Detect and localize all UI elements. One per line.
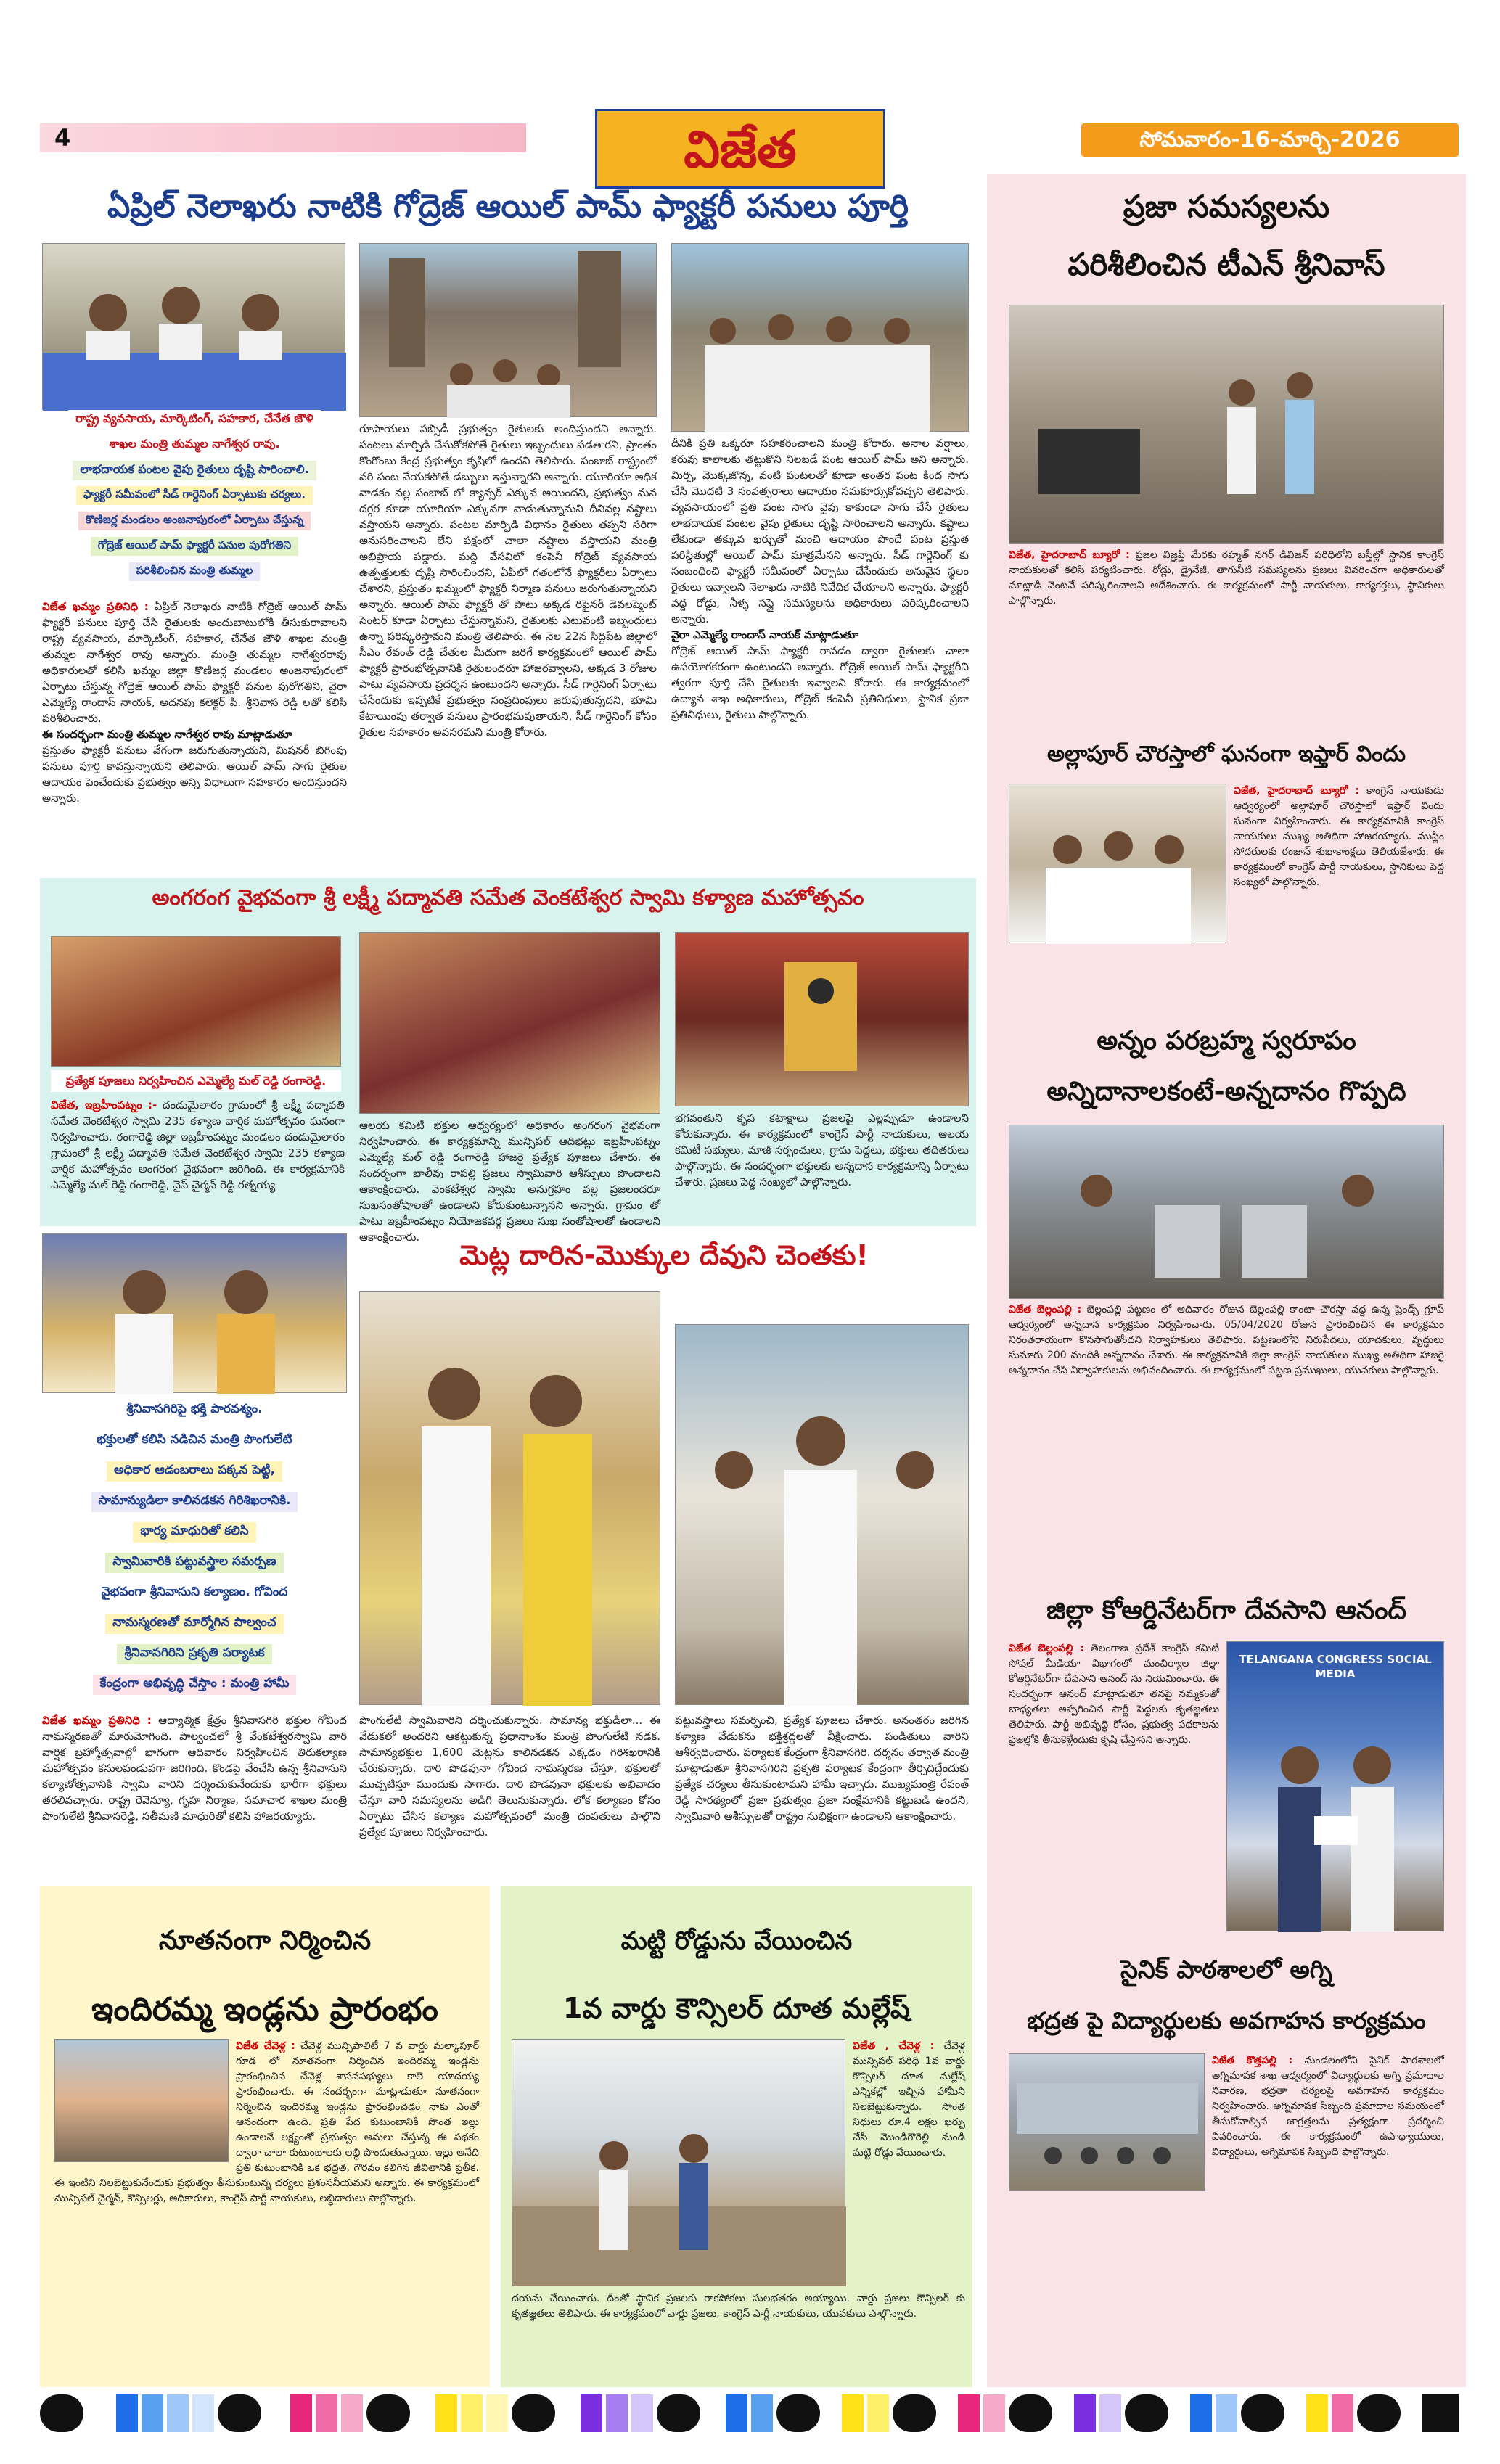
right2-byline: విజేత, హైదరాబాద్ బ్యూరో :	[1234, 785, 1360, 797]
mettla-caption-5: భార్య మాధురితో కలిసి	[133, 1522, 255, 1543]
right4-photo	[1226, 1641, 1444, 1931]
right4-banner: TELANGANA CONGRESS SOCIAL MEDIA	[1239, 1653, 1432, 1680]
couple-seated-illustration	[43, 1234, 348, 1394]
lead-caption-4: ఫ్యాక్టరీ సమీపంలో సీడ్ గార్డెనింగ్ ఏర్పాటుకు చర్యలు.	[76, 486, 313, 505]
indiramma-headline-2: ఇందిరమ్మ ఇండ్లను ప్రారంభం	[91, 1991, 438, 2028]
lead-col-2	[359, 421, 657, 867]
lead-col1-text: ఏప్రిల్ నెలాఖరు నాటికి గోద్రెజ్ ఆయిల్ పామ్ ఫ్యాక్టరీ పనులు పూర్తి చేసి రైతులకు అందుబాటులోకి తీసుకురావాలని రాష్ట్ర వ్యవసాయ, మార్కెటింగ్, సహకార, చేనేత జౌళి శాఖల మంత్రి తుమ్మల నాగేశ్వర రావు అన్నారు. మంత్రి తుమ్మల నాగేశ్వరరావు అధికారులతో కలిసి ఖమ్మం జిల్లా కొణిజర్ల మండలం అంజనాపురంలో ఏర్పాటు చేస్తున్న గోద్రెజ్ ఆయిల్ పామ్ ఫ్యాక్టరీ పనుల పురోగతిని, వైరా ఎమ్మెల్యే రాందాస్ నాయక్, అదనపు కలెక్టర్ పి. శ్రీనివాస రెడ్డి లతో కలిసి పరిశీలించారు.	[42, 600, 347, 725]
mettla-col3-text: పట్టువస్త్రాలు సమర్పించి, ప్రత్యేక పూజలు చేశారు. అనంతరం జరిగిన కళ్యాణ వేడుకను భక్తిశ్రద్ధలతో వీక్షించారు. పండితులు వారిని ఆశీర్వదించారు. పర్యాటక కేంద్రంగా శ్రీనివాసగిరి. దర్శనం తర్వాత మంత్రి మాట్లాడుతూ శ్రీనివాసగిరిని ప్రకృతి పర్యాటక కేంద్రంగా తీర్చిదిద్దేందుకు ప్రత్యేక చర్యలు తీసుకుంటామని హామీ ఇచ్చారు. ముఖ్యమంత్రి రేవంత్ రెడ్డి సారథ్యంలో ప్రజా ప్రభుత్వం ప్రజా సంక్షేమానికి కట్టుబడి ఉందని, స్వామివారి ఆశీస్సులతో రాష్ట్రం సుభిక్షంగా ఉండాలని ఆకాంక్షించారు.	[675, 1714, 969, 1823]
kalyanam-photo-2	[359, 932, 660, 1114]
mettla-caption-1: శ్రీనివాసగిరిపై భక్తి పారవశ్యం.	[119, 1400, 269, 1421]
road-text-body: దయను చేయించారు. దీంతో స్థానిక ప్రజలకు రాకపోకలు సులభతరం అయ్యాయి. వార్డు ప్రజలు కౌన్సిలర్ కు కృతజ్ఞతలు తెలిపారు. ఈ కార్యక్రమంలో వార్డు ప్రజలు, కాంగ్రెస్ పార్టీ నాయకులు, యువకులు పాల్గొన్నారు.	[512, 2293, 965, 2320]
right3-text	[1009, 1302, 1444, 1582]
lead-headline-text: ఏప్రిల్ నెలాఖరు నాటికి గోద్రెజ్ ఆయిల్ పామ్ ఫ్యాక్టరీ పనులు పూర్తి	[107, 188, 909, 225]
iftar-gathering-illustration	[1009, 784, 1227, 944]
kalyanam-photo-1	[51, 936, 341, 1067]
mettla-caption-6: స్వామివారికి పట్టువస్త్రాల సమర్పణ	[105, 1553, 283, 1573]
lead-caption-5: కొణిజర్ల మండలం అంజనాపురంలో ఏర్పాటు చేస్తున్న	[78, 512, 311, 530]
indiramma-byline: విజేత చేవెళ్ల :	[236, 2040, 295, 2052]
lead-col-3	[671, 435, 969, 867]
date-banner	[1081, 123, 1459, 157]
mettla-headline-text: మెట్ల దారిన-మొక్కుల దేవుని చెంతకు!	[459, 1239, 869, 1271]
page-number: 4	[54, 124, 71, 152]
kalyanam-col-2	[359, 1117, 660, 1244]
indiramma-headline-1: నూతనంగా నిర్మించిన	[158, 1926, 372, 1955]
mettla-caption-block	[42, 1400, 347, 1705]
right1-headline-1: ప్రజా సమస్యలను	[1123, 189, 1330, 224]
kalyanam-col3-text: భగవంతుని కృప కటాక్షాలు ప్రజలపై ఎల్లప్పుడూ ఉండాలని కోరుకున్నారు. ఈ కార్యక్రమంలో కాంగ్రెస్ పార్టీ నాయకులు, ఆలయ కమిటీ సభ్యులు, మాజీ సర్పంచులు, గ్రామ పెద్దలు, భక్తులు తదితరులు పాల్గొన్నారు. ఈ సందర్భంగా భక్తులకు అన్నదాన కార్యక్రమాన్ని ఏర్పాటు చేశారు. ప్రజలు పెద్ద సంఖ్యలో పాల్గొన్నారు.	[675, 1112, 969, 1188]
right2-text	[1234, 784, 1444, 1009]
mettla-photo-2	[359, 1291, 660, 1705]
registration-color-bar	[0, 2394, 1500, 2438]
road-text	[512, 2291, 965, 2382]
kalyanam-caption-text: ప్రత్యేక పూజలు నిర్వహించిన ఎమ్మెల్యే మల్ రెడ్డి రంగారెడ్డి.	[65, 1074, 327, 1088]
lead-col3-text: దీనికి ప్రతి ఒక్కరూ సహకరించాలని మంత్రి కోరారు. అనాల వర్షాలు, కరువు కాలాలకు తట్టుకొని నిలబడే పంట ఆయిల్ పామ్ అని అన్నారు. మిర్చి, మొక్కజొన్న, వంటి పంటలతో కూడా అంతర పంట కింద సాగు చేసి మొదటి 3 సంవత్సరాలు ఆదాయం సమకూర్చుకోవచ్చని తెలిపారు. వ్యవసాయంలో ప్రతి పంట సాగు వైపు కాకుండా సాగు చేసే రైతులు లాభదాయక పంటల వైపు రైతులు దృష్టి సారించాలని అన్నారు. కష్టాలు లేకుండా తక్కువ ఖర్చుతో మంచి ఆదాయం పొందే పంట ప్రస్తుత పరిస్థితుల్లో ఆయిల్ పామ్ మాత్రమేనని అన్నారు. సీడ్ గార్డెనింగ్ కు సంబంధించి ఫ్యాక్టరీ సమీపంలో ఏర్పాటు చేసేందుకు అనువైన స్థలం రైతులు ఇవ్వాలని నెలాఖరు నాటికి నివేదిక చేయాలని అన్నారు. ఫ్యాక్టరీ వద్ద రోడ్డు, నీళ్ళ సప్లై సమస్యలను అధికారులు పరిష్కరించాలని అన్నారు.	[671, 437, 969, 625]
certificate-handover-illustration	[1227, 1642, 1445, 1932]
right5-headline-2: భద్రత పై విద్యార్థులకు అవగాహన కార్యక్రమం	[1027, 2007, 1426, 2034]
lead-caption-3: లాభదాయక పంటల వైపు రైతులు దృష్టి సారించాలి.	[73, 461, 316, 480]
kalyanam-byline: విజేత, ఇబ్రహీంపట్నం :-	[51, 1098, 157, 1112]
factory-site-illustration	[360, 244, 657, 418]
right1-byline: విజేత, హైదరాబాద్ బ్యూరో :	[1009, 549, 1130, 561]
lead-caption-7: పరిశీలించిన మంత్రి తుమ్మల	[129, 562, 261, 581]
food-distribution-illustration	[1009, 1125, 1445, 1299]
right1-text-body: ప్రజల విజ్ఞప్తి మేరకు రహ్మత్ నగర్ డివిజన్ పరిధిలోని బస్తీల్లో స్థానిక కాంగ్రెస్ నాయకులతో కలిసి పర్యటించారు. రోడ్లు, డ్రైనేజీ, తాగునీటి సమస్యలను ప్రజలు వివరించగా అధికారులతో మాట్లాడి వెంటనే పరిష్కరించాలని ఆదేశించారు. ఈ కార్యక్రమంలో పార్టీ నాయకులు, కార్యకర్తలు, స్థానికులు పాల్గొన్నారు.	[1009, 549, 1445, 607]
mettla-col-2	[359, 1712, 660, 1879]
lead-col3-sub: వైరా ఎమ్మెల్యే రాందాస్ నాయక్ మాట్లాడుతూ	[671, 628, 859, 641]
right5-photo	[1009, 2053, 1205, 2191]
mettla-photo-3	[675, 1324, 969, 1705]
right1-photo	[1009, 305, 1444, 544]
top-stripe	[0, 0, 1500, 109]
right5-headline-1: సైనిక్ పాఠశాలలో అగ్ని	[1120, 1955, 1332, 1984]
right2-text-body: కాంగ్రెస్ నాయకుడు ఆధ్వర్యంలో అల్లాపూర్ చౌరస్తాలో ఇఫ్తార్ విందు ఘనంగా నిర్వహించారు. ఈ కార్యక్రమానికి కాంగ్రెస్ నాయకులు ముఖ్య అతిథిగా హాజరయ్యారు. ముస్లిం సోదరులకు రంజాన్ శుభాకాంక్షలు తెలియజేశారు. ఈ కార్యక్రమంలో కాంగ్రెస్ పార్టీ నాయకులు, స్థానికులు పెద్ద సంఖ్యలో పాల్గొన్నారు.	[1234, 785, 1444, 888]
mettla-col-1	[42, 1712, 347, 1879]
kalyanam-col2-text: ఆలయ కమిటీ భక్తుల ఆధ్వర్యంలో అధికారం అంగరంగ వైభవంగా నిర్వహించారు. ఈ కార్యక్రమాన్ని మున్సిపల్ ఆదిభట్లు ఇబ్రహీంపట్నం ఎమ్మెల్యే మల్ రెడ్డి రంగారెడ్డి హాజరై ప్రత్యేక పూజలు చేశారు. ఈ సందర్భంగా బాలీవు రాపల్లి ప్రజలు స్వామివారి ఆశీస్సులు పొందాలని ఆకాంక్షించారు. వెంకటేశ్వర స్వామి అనుగ్రహం వల్ల ప్రజలందరూ సుఖసంతోషాలతో ఉండాలని కోరుకుంటున్నానని అన్నారు. గ్రామం తో పాటు ఇబ్రహీంపట్నం నియోజకవర్గ ప్రజలు సుఖ సంతోషాలతో ఉండాలని ఆకాంక్షించారు.	[359, 1119, 660, 1244]
right5-text-body: మండలంలోని సైనిక్ పాఠశాలలో అగ్నిమాపక శాఖ ఆధ్వర్యంలో విద్యార్థులకు అగ్ని ప్రమాదాల నివారణ, భద్రతా చర్యలపై అవగాహన కార్యక్రమం నిర్వహించారు. అగ్నిమాపక సిబ్బంది ప్రమాదాల సమయంలో తీసుకోవాల్సిన జాగ్రత్తలను ప్రత్యక్షంగా ప్రదర్శించి వివరించారు. ఈ కార్యక్రమంలో ఉపాధ్యాయులు, విద్యార్థులు, అగ్నిమాపక సిబ్బంది పాల్గొన్నారు.	[1212, 2055, 1445, 2158]
mettla-caption-4: సామాన్యుడిలా కాలినడకన గిరిశిఖరానికి.	[91, 1492, 298, 1512]
lead-caption-2: శాఖల మంత్రి తుమ్మల నాగేశ్వర రావు.	[102, 435, 287, 455]
road-headline-1: మట్టి రోడ్డును వేయించిన	[620, 1926, 853, 1955]
right5-text	[1212, 2053, 1444, 2383]
group-inspection-illustration	[672, 244, 970, 432]
road-inspection-illustration	[512, 2040, 846, 2286]
right4-byline: విజేత బెల్లంపల్లి :	[1009, 1643, 1084, 1654]
issue-date: సోమవారం-16-మార్చి-2026	[1139, 127, 1401, 152]
lead-col1-sub: ఈ సందర్భంగా మంత్రి తుమ్మల నాగేశ్వర రావు మాట్లాడుతూ	[42, 728, 292, 741]
students-seated-illustration	[1009, 2054, 1205, 2192]
road-byline: విజేత , చేవెళ్ల :	[853, 2040, 935, 2052]
kalyanam-col1-text: దండుమైలారం గ్రామంలో శ్రీ లక్ష్మీ పద్మావతి సమేత వెంకటేశ్వర స్వామి 235 కళ్యాణ వార్షిక మహోత్సవం ఘనంగా నిర్వహించారు. రంగారెడ్డి జిల్లా ఇబ్రహీంపట్నం మండలం దండుమైలారం గ్రామంలో శ్రీ లక్ష్మీ పద్మావతి సమేత వెంకటేశ్వర స్వామి 235 కళ్యాణ వార్షిక మహోత్సవం అంగరంగ వైభవంగా జరిగింది. ఈ కార్యక్రమానికి ఎమ్మెల్యే మల్ రెడ్డి రంగారెడ్డి, వైస్ చైర్మన్ రెడ్డి రత్నయ్య	[51, 1098, 345, 1191]
right2-headline: అల్లాపూర్ చౌరస్తాలో ఘనంగా ఇఫ్తార్ విందు	[1047, 742, 1406, 767]
right1-text	[1009, 548, 1444, 733]
mettla-caption-8: నామస్మరణతో మార్మోగిన పాల్వంచ	[105, 1614, 283, 1634]
header-left-bar	[40, 123, 526, 152]
mettla-col-3	[675, 1712, 969, 1879]
road-side-text-body: చేవెళ్ల మున్సిపల్ పరిధి 1వ వార్డు కౌన్సిలర్ దూత మల్లేష్ ఎన్నికల్లో ఇచ్చిన హామీని నిలబెట్టుకున్నారు. సొంత నిధులు రూ.4 లక్షల ఖర్చు చేసి మొండిగౌరెల్లి నుండి మట్టి రోడ్డు వేయించారు.	[853, 2040, 965, 2159]
kalyanam-col-1	[51, 1097, 345, 1220]
mettla-caption-3: అధికార ఆడంబరాలు పక్కన పెట్టి,	[107, 1461, 282, 1482]
mettla-byline: విజేత ఖమ్మం ప్రతినిధి :	[42, 1714, 152, 1727]
lead-col2-text: రూపాయలు సబ్సిడీ ప్రభుత్వం రైతులకు అందిస్తుందని అన్నారు. పంటలు మార్పిడి చేసుకోకపోతే రైతులు ఇబ్బందులు పడతారని, ప్రాంతం కొంగొంబు కేంద్ర ప్రభుత్వం కృషిలో ఉందని తెలిపారు. పంజాబ్ రాష్ట్రంలో వరి పంట వేయకపోతే డబ్బులు ఇస్తున్నారని అన్నారు. యూరియా అధిక వాడకం వల్ల పంజాబ్ లో క్యాన్సర్ ఎక్కువ అయిందని, ప్రభుత్వం మన దగ్గర కూడా యూరియా ఎక్కువగా వాడుతున్నామని దీనివల్ల నష్టాలు వస్తాయని అన్నారు. పంటల మార్పిడి విధానం రైతులు తప్పని సరిగా అనుసరించాలని లేని పక్షంలో చాలా నష్టాలు వస్తాయని మంత్రి అభిప్రాయ పడ్డారు. మద్ది వేసవిలో కంపెనీ గోద్రెజ్ వ్యవసాయ ఉత్పత్తులకు దృష్టి సారించిందని, ఏపీలో గతంలోనే ఫ్యాక్టరీలు ఏర్పాటు చేశారని, ప్రస్తుతం ఖమ్మంలో ఫ్యాక్టరీ నిర్మాణ పనులు జరుగుతున్నాయని అన్నారు. ఆయిల్ పామ్ ఫ్యాక్టరీ తో పాటు అక్కడ రిఫైనరీ డెవలప్మెంట్ సెంటర్ కూడా ఏర్పాటు చేస్తున్నామని, రైతులకు ఎటువంటి ఇబ్బందులు ఉన్నా పరిష్కరిస్తామని మంత్రి తెలిపారు. ఈ నెల 22న సిద్దిపేట జిల్లాలో సీఎం రేవంత్ రెడ్డి చేతుల మీదుగా జరిగే కార్యక్రమంలో ఆయిల్ పామ్ ఫ్యాక్టరీ ప్రారంభోత్సవానికి రైతులందరూ హాజరవ్వాలని, అక్కడ 3 రోజుల పాటు వ్యవసాయ ప్రదర్శన ఉంటుందని అన్నారు. సీడ్ గార్డెనింగ్ ఏర్పాటు చేసేందుకు ఇప్పటికే ప్రభుత్వం సంప్రదింపులు జరుపుతున్నదని, భూమి కేటాయింపు తర్వాత పనులు ప్రారంభమవుతాయని, సీడ్ గార్డెనింగ్ కోసం రైతుల సహకారం అవసరమని మంత్రి కోరారు.	[359, 422, 657, 739]
lead-photo-3	[671, 243, 969, 432]
mettla-headline	[359, 1233, 969, 1277]
right1-headline-2: పరిశీలించిన టీఎన్ శ్రీనివాస్	[1067, 247, 1385, 282]
right3-text-body: బెల్లంపల్లి పట్టణం లో ఆదివారం రోజున బెల్లంపల్లి కాంటా చౌరస్తా వద్ద ఉన్న ఫ్రెండ్స్ గ్రూప్ ఆధ్వర్యంలో అన్నదాన కార్యక్రమం నిర్వహించారు. 05/04/2020 రోజున ప్రారంభించిన ఈ కార్యక్రమం నిరంతరాయంగా కొనసాగుతోందని నిర్వాహకులు తెలిపారు. పట్టణంలోని నిరుపేదలు, యాచకులు, వృద్ధులు సుమారు 200 మందికి అన్నదానం చేశారు. ఈ కార్యక్రమానికి జిల్లా కాంగ్రెస్ నాయకులు ముఖ్య అతిథిగా హాజరై అన్నదానం చేసి నిర్వాహకులను అభినందించారు. ఈ కార్యక్రమంలో పట్టణ ప్రముఖులు, యువకులు పాల్గొన్నారు.	[1009, 1304, 1444, 1376]
lead-caption-block	[42, 410, 347, 595]
right4-text-body: తెలంగాణ ప్రదేశ్ కాంగ్రెస్ కమిటీ సోషల్ మీడియా విభాగంలో మంచిర్యాల జిల్లా కోఆర్డినేటర్‌గా దేవసాని ఆనంద్ ను నియమించారు. ఈ సందర్భంగా ఆనంద్ మాట్లాడుతూ తనపై నమ్మకంతో బాధ్యతలు అప్పగించిన పార్టీ పెద్దలకు కృతజ్ఞతలు తెలిపారు. పార్టీ అభివృద్ధి కోసం, ప్రభుత్వ పథకాలను ప్రజల్లోకి తీసుకెళ్లేందుకు కృషి చేస్తానని అన్నారు.	[1009, 1643, 1220, 1746]
kalyanam-col-3	[675, 1110, 969, 1220]
lead-byline: విజేత ఖమ్మం ప్రతినిధి :	[42, 600, 149, 613]
road-headline-2: 1వ వార్డు కౌన్సిలర్ దూత మల్లేష్	[562, 1992, 911, 2024]
mettla-caption-10: కేంద్రంగా అభివృద్ధి చేస్తాం : మంత్రి హామీ	[93, 1675, 297, 1695]
right3-photo	[1009, 1125, 1444, 1299]
kalyanam-photo-3	[675, 932, 969, 1106]
lead-col-1	[42, 599, 347, 867]
right4-text	[1009, 1641, 1219, 1931]
lead-photo-1	[42, 243, 345, 410]
right2-photo	[1009, 784, 1226, 943]
right4-headline: జిల్లా కోఆర్డినేటర్‌గా దేవసాని ఆనంద్	[1046, 1596, 1406, 1625]
mettla-col1-text: ఆధ్యాత్మిక క్షేత్రం శ్రీనివాసగిరి భక్తుల గోవింద నామస్మరణతో మారుమోగింది. పాల్వంచలో శ్రీ వేంకటేశ్వరస్వామి వారి వార్షిక బ్రహ్మోత్సవాల్లో భాగంగా ఆదివారం నిర్వహించిన తిరుకల్యాణ మహోత్సవం కనులపండువగా జరిగింది. కొండపై వేంచేసి ఉన్న శ్రీనివాసుని కల్యాణోత్సవానికి స్వామి వారిని దర్శించుకునేందుకు భారీగా భక్తులు తరలివచ్చారు. రాష్ట్ర రెవెన్యూ, గృహ నిర్మాణ, సమాచార శాఖల మంత్రి పొంగులేటి శ్రీనివాసరెడ్డి, సతీమణి మాధురితో కలిసి హాజరయ్యారు.	[42, 1714, 347, 1823]
people-at-table-illustration	[43, 244, 346, 411]
lead-caption-6: గోద్రెజ్ ఆయిల్ పామ్ ఫ్యాక్టరీ పనుల పురోగతిని	[91, 537, 298, 556]
right3-byline: విజేత బెల్లంపల్లి :	[1009, 1304, 1082, 1315]
lead-caption-1: రాష్ట్ర వ్యవసాయ, మార్కెటింగ్, సహకార, చేనేత జౌళి	[68, 410, 321, 430]
right5-byline: విజేత కొత్తపల్లి :	[1212, 2055, 1293, 2066]
mettla-caption-2: భక్తులతో కలిసి నడిచిన మంత్రి పొంగులేటి	[89, 1431, 299, 1451]
masthead-box	[595, 109, 885, 189]
mettla-col2-text: పొంగులేటి స్వామివారిని దర్శించుకున్నారు. సామాన్య భక్తుడిలా... ఈ వేడుకలో అందరిని ఆకట్టుకున్న ప్రధానాంశం మంత్రి పొంగులేటి నడక. సామాన్యభక్తుల 1,600 మెట్లను కాలినడకన ఎక్కడం గిరిశిఖరానికి చేరుకున్నారు. దారి పొడవునా గోవింద నామస్మరణ చేస్తూ, భక్తులతో ముచ్చటిస్తూ ముందుకు సాగారు. దారి పొడవునా భక్తులకు అభివాదం చేస్తూ వారి సమస్యలను అడిగి తెలుసుకున్నారు. లోక కల్యాణం కోసం ఏర్పాటు చేసిన కల్యాణ మహోత్సవంలో మంత్రి దంపతులు పాల్గొని ప్రత్యేక పూజలు నిర్వహించారు.	[359, 1714, 660, 1839]
kalyanam-caption	[51, 1070, 341, 1092]
lead-col1b-text: ప్రస్తుతం ఫ్యాక్టరీ పనులు వేగంగా జరుగుతున్నాయని, మిషనరీ బిగింపు పనులు పూర్తి కావస్తున్నాయని తెలిపారు. ఆయిల్ పామ్ సాగు రైతుల ఆదాయం పెంచేందుకు ప్రభుత్వం అన్ని విధాలుగా సహకారం అందిస్తుందని అన్నారు.	[42, 744, 347, 805]
indiramma-text	[54, 2039, 479, 2380]
masthead-title: విజేత	[684, 120, 797, 179]
right3-headline-1: అన్నం పరబ్రహ్మ స్వరూపం	[1097, 1026, 1356, 1056]
minister-couple-walking-illustration	[360, 1292, 661, 1706]
lead-headline	[44, 181, 972, 232]
lead-photo-2	[359, 243, 657, 417]
temple-deity-illustration	[676, 933, 970, 1107]
mettla-caption-7: వైభవంగా శ్రీనివాసుని కల్యాణం. గోవింద	[94, 1583, 295, 1603]
indiramma-text-body: చేవెళ్ల మున్సిపాలిటీ 7 వ వార్డు మల్కాపూర్ గూడ లో నూతనంగా నిర్మించిన ఇందిరమ్మ ఇండ్లను ప్రారంభించిన చేవెళ్ల శాసనసభ్యులు కాలె యాదయ్య ప్రారంభించారు. ఈ సందర్భంగా మాట్లాడుతూ నూతనంగా నిర్మించిన ఇందిరమ్మ ఇండ్లను ప్రారంభించడం నాకు ఎంతో ఆనందంగా ఉంది. ప్రతి పేద కుటుంబానికి సొంత ఇల్లు ఉండాలనే లక్ష్యంతో ప్రభుత్వం అమలు చేస్తున్న ఈ పథకం ద్వారా చాలా కుటుంబాలకు లబ్ధి పొందుతున్నాయి. ఇల్లు అనేది ప్రతి కుటుంబానికి ఒక భద్రత, గౌరవం కలిగిన జీవితానికి ప్రతీక. ఈ ఇంటిని నిలబెట్టుకునేందుకు ప్రభుత్వం తీసుకుంటున్న చర్యలు ప్రశంసనీయమని అన్నారు. ఈ కార్యక్రమంలో మున్సిపల్ చైర్మన్, కౌన్సిలర్లు, అధికారులు, కాంగ్రెస్ పార్టీ నాయకులు, లబ్ధిదారులు పాల్గొన్నారు.	[54, 2040, 480, 2204]
kalyanam-headline: అంగరంగ వైభవంగా శ్రీ లక్ష్మీ పద్మావతి సమేత వెంకటేశ్వర స్వామి కళ్యాణ మహోత్సవం	[152, 885, 864, 911]
street-inspection-illustration	[1009, 305, 1445, 545]
right3-headline-2: అన్నిదానాలకంటే-అన్నదానం గొప్పది	[1046, 1077, 1406, 1106]
lead-col3b-text: గోద్రెజ్ ఆయిల్ పామ్ ఫ్యాక్టరీ రావడం ద్వారా రైతులకు చాలా ఉపయోగకరంగా ఉంటుందని అన్నారు. గోద్రెజ్ ఆయిల్ పామ్ ఫ్యాక్టరీని త్వరగా పూర్తి చేసి రైతులకు ఇవ్వాలని కోరారు. ఈ కార్యక్రమంలో ఉద్యాన శాఖ అధికారులు, గోద్రెజ్ కంపెనీ ప్రతినిధులు, స్థానిక ప్రజా ప్రతినిధులు, రైతులు పాల్గొన్నారు.	[671, 644, 969, 721]
road-side-text	[853, 2039, 965, 2286]
mettla-caption-9: శ్రీనివాసగిరిని ప్రకృతి పర్యాటక	[117, 1644, 271, 1664]
minister-greeting-illustration	[676, 1325, 970, 1706]
road-photo	[512, 2039, 845, 2286]
mettla-photo-1	[42, 1233, 347, 1393]
